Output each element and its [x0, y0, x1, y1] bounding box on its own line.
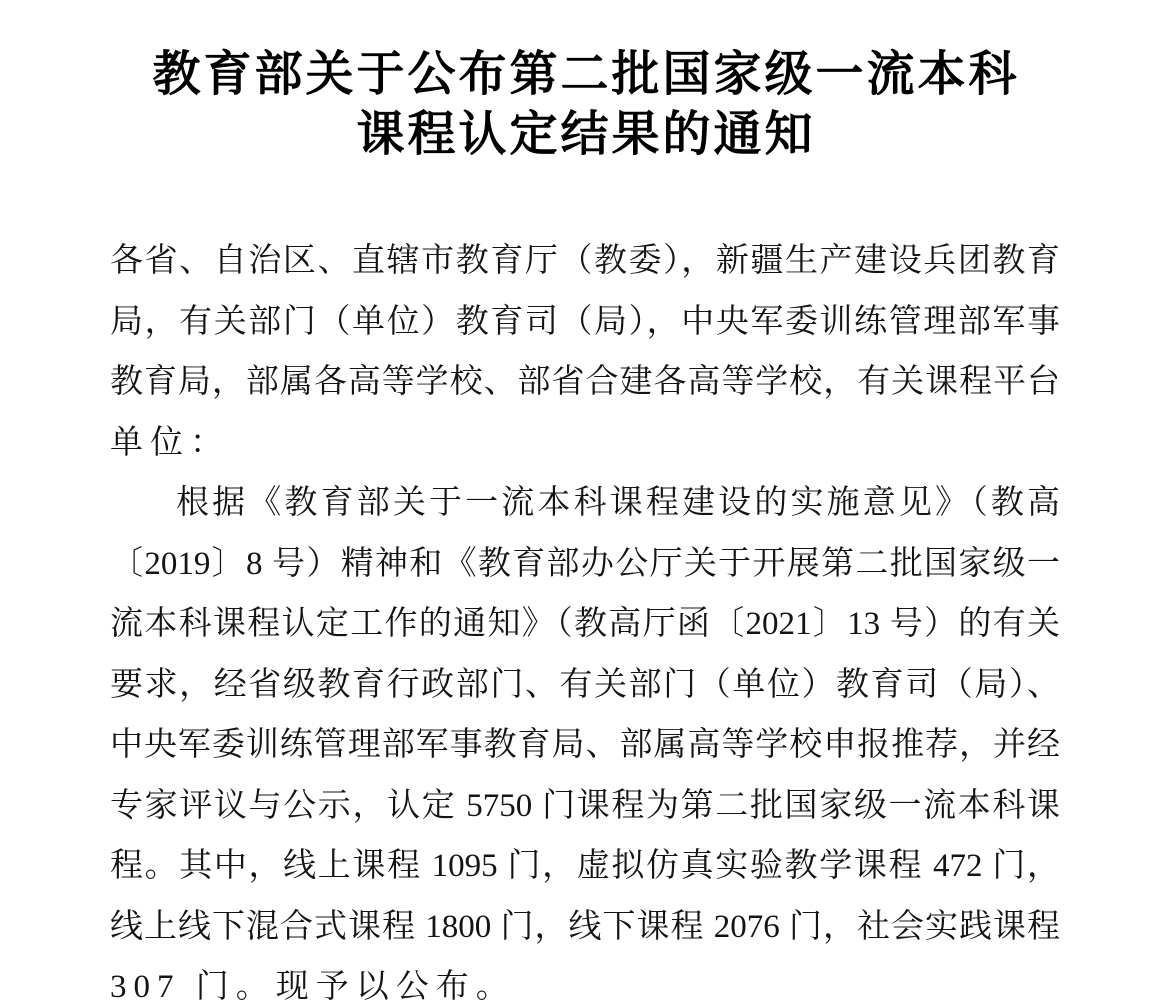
- body-line: 要求，经省级教育行政部门、有关部门（单位）教育司（局）、: [110, 666, 1060, 703]
- body-line: 教育局，部属各高等学校、部省合建各高等学校，有关课程平台: [110, 364, 1060, 400]
- body-line: 单位：: [110, 424, 230, 461]
- body-line: 中央军委训练管理部军事教育局、部属高等学校申报推荐，并经: [110, 727, 1060, 763]
- body-line: 专家评议与公示，认定 5750 门课程为第二批国家级一流本科课: [110, 787, 1060, 824]
- body-line: 307 门。现予以公布。: [110, 969, 516, 1005]
- body-line: 程。其中，线上课程 1095 门，虚拟仿真实验教学课程 472 门，: [110, 848, 1060, 884]
- body-line: 流本科课程认定工作的通知》（教高厅函〔2021〕13 号）的有关: [110, 606, 1060, 642]
- title-line-1: 教育部关于公布第二批国家级一流本科: [152, 48, 1020, 101]
- notice-body: [110, 231, 1060, 1007]
- title-line-2: 课程认定结果的通知: [356, 108, 816, 161]
- body-line: 各省、自治区、直辖市教育厅（教委），新疆生产建设兵团教育: [110, 243, 1060, 279]
- body-line: 线上线下混合式课程 1800 门，线下课程 2076 门，社会实践课程: [110, 908, 1060, 945]
- body-line: 〔2019〕8 号）精神和《教育部办公厅关于开展第二批国家级一: [110, 545, 1060, 582]
- body-line: 局，有关部门（单位）教育司（局），中央军委训练管理部军事: [110, 303, 1060, 340]
- body-line: 根据《教育部关于一流本科课程建设的实施意见》（教高: [176, 485, 1060, 521]
- notice-title: [90, 45, 1082, 165]
